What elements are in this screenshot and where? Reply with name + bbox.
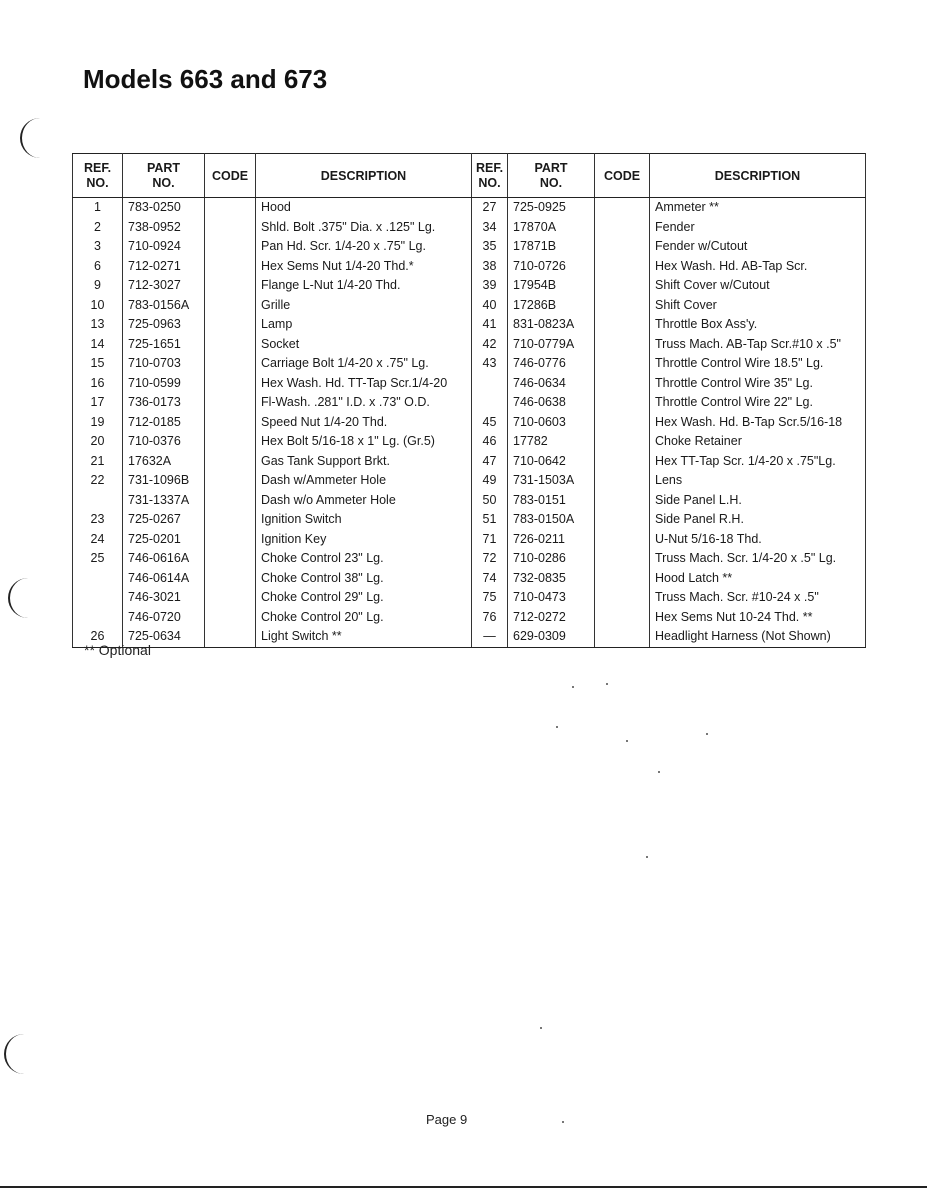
- description-cell: Fender: [650, 218, 866, 238]
- scan-speck: [626, 740, 628, 742]
- part-no-cell: 746-0616A: [123, 549, 205, 569]
- part-no-cell: 17870A: [508, 218, 595, 238]
- table-row: [73, 510, 866, 530]
- description-cell: Shld. Bolt .375" Dia. x .125" Lg.: [256, 218, 472, 238]
- description-cell: Lens: [650, 471, 866, 491]
- table-row: [73, 491, 866, 511]
- part-no-cell: 725-0963: [123, 315, 205, 335]
- header-code: CODE: [205, 154, 256, 198]
- ref-no-cell: 3: [73, 237, 123, 257]
- description-cell: Light Switch **: [256, 627, 472, 647]
- ref-no-cell: 75: [472, 588, 508, 608]
- binder-hole-mark: [4, 1034, 28, 1074]
- table-row: [73, 530, 866, 550]
- description-cell: Throttle Control Wire 18.5" Lg.: [650, 354, 866, 374]
- ref-no-cell: 71: [472, 530, 508, 550]
- code-cell: [205, 588, 256, 608]
- code-cell: [595, 413, 650, 433]
- part-no-cell: 731-1503A: [508, 471, 595, 491]
- part-no-cell: 732-0835: [508, 569, 595, 589]
- code-cell: [205, 198, 256, 218]
- table-row: [73, 315, 866, 335]
- ref-no-cell: 40: [472, 296, 508, 316]
- ref-no-cell: 14: [73, 335, 123, 355]
- binder-hole-mark: [20, 118, 44, 158]
- description-cell: Shift Cover w/Cutout: [650, 276, 866, 296]
- part-no-cell: 712-0272: [508, 608, 595, 628]
- description-cell: Hex Wash. Hd. TT-Tap Scr.1/4-20: [256, 374, 472, 394]
- part-no-cell: 712-3027: [123, 276, 205, 296]
- ref-no-cell: 47: [472, 452, 508, 472]
- scan-speck: [606, 683, 608, 685]
- part-no-cell: 710-0599: [123, 374, 205, 394]
- part-no-cell: 738-0952: [123, 218, 205, 238]
- code-cell: [595, 296, 650, 316]
- ref-no-cell: 23: [73, 510, 123, 530]
- code-cell: [205, 218, 256, 238]
- ref-no-cell: 50: [472, 491, 508, 511]
- code-cell: [595, 452, 650, 472]
- ref-no-cell: 25: [73, 549, 123, 569]
- ref-no-cell: 42: [472, 335, 508, 355]
- code-cell: [595, 198, 650, 218]
- ref-no-cell: 20: [73, 432, 123, 452]
- table-row: [73, 549, 866, 569]
- code-cell: [595, 276, 650, 296]
- ref-no-cell: 2: [73, 218, 123, 238]
- table-row: [73, 588, 866, 608]
- part-no-cell: 746-0634: [508, 374, 595, 394]
- part-no-cell: 725-0925: [508, 198, 595, 218]
- code-cell: [595, 569, 650, 589]
- part-no-cell: 17954B: [508, 276, 595, 296]
- code-cell: [595, 549, 650, 569]
- description-cell: Dash w/o Ammeter Hole: [256, 491, 472, 511]
- description-cell: Side Panel L.H.: [650, 491, 866, 511]
- table-row: [73, 276, 866, 296]
- code-cell: [595, 257, 650, 277]
- description-cell: Hex Sems Nut 10-24 Thd. **: [650, 608, 866, 628]
- code-cell: [205, 354, 256, 374]
- header-part-no: PART NO.: [123, 154, 205, 198]
- ref-no-cell: 27: [472, 198, 508, 218]
- code-cell: [205, 315, 256, 335]
- part-no-cell: 731-1337A: [123, 491, 205, 511]
- code-cell: [205, 608, 256, 628]
- ref-no-cell: 51: [472, 510, 508, 530]
- header-ref-no: REF. NO.: [73, 154, 123, 198]
- code-cell: [595, 315, 650, 335]
- ref-no-cell: 24: [73, 530, 123, 550]
- part-no-cell: 710-0473: [508, 588, 595, 608]
- code-cell: [595, 354, 650, 374]
- part-no-cell: 710-0376: [123, 432, 205, 452]
- header-description: DESCRIPTION: [256, 154, 472, 198]
- ref-no-cell: —: [472, 627, 508, 647]
- description-cell: Throttle Control Wire 22" Lg.: [650, 393, 866, 413]
- ref-no-cell: 76: [472, 608, 508, 628]
- ref-no-cell: 39: [472, 276, 508, 296]
- ref-no-cell: 46: [472, 432, 508, 452]
- ref-no-cell: 41: [472, 315, 508, 335]
- description-cell: Hood Latch **: [650, 569, 866, 589]
- code-cell: [205, 413, 256, 433]
- part-no-cell: 17782: [508, 432, 595, 452]
- table-row: [73, 198, 866, 218]
- part-no-cell: 731-1096B: [123, 471, 205, 491]
- part-no-cell: 710-0779A: [508, 335, 595, 355]
- description-cell: Choke Control 23" Lg.: [256, 549, 472, 569]
- code-cell: [205, 452, 256, 472]
- code-cell: [205, 276, 256, 296]
- code-cell: [205, 393, 256, 413]
- ref-no-cell: 49: [472, 471, 508, 491]
- description-cell: Hood: [256, 198, 472, 218]
- part-no-cell: 746-0720: [123, 608, 205, 628]
- table-row: [73, 296, 866, 316]
- code-cell: [205, 296, 256, 316]
- part-no-cell: 17632A: [123, 452, 205, 472]
- part-no-cell: 725-0267: [123, 510, 205, 530]
- description-cell: Ignition Key: [256, 530, 472, 550]
- part-no-cell: 746-3021: [123, 588, 205, 608]
- code-cell: [595, 218, 650, 238]
- description-cell: Side Panel R.H.: [650, 510, 866, 530]
- part-no-cell: 710-0703: [123, 354, 205, 374]
- code-cell: [595, 530, 650, 550]
- table-row: [73, 627, 866, 647]
- description-cell: Hex Wash. Hd. B-Tap Scr.5/16-18: [650, 413, 866, 433]
- scan-speck: [646, 856, 648, 858]
- description-cell: Choke Control 20" Lg.: [256, 608, 472, 628]
- ref-no-cell: 21: [73, 452, 123, 472]
- part-no-cell: 783-0156A: [123, 296, 205, 316]
- part-no-cell: 783-0151: [508, 491, 595, 511]
- code-cell: [595, 335, 650, 355]
- code-cell: [205, 530, 256, 550]
- part-no-cell: 783-0150A: [508, 510, 595, 530]
- part-no-cell: 726-0211: [508, 530, 595, 550]
- code-cell: [595, 237, 650, 257]
- code-cell: [595, 588, 650, 608]
- description-cell: Headlight Harness (Not Shown): [650, 627, 866, 647]
- description-cell: Grille: [256, 296, 472, 316]
- part-no-cell: 629-0309: [508, 627, 595, 647]
- description-cell: Shift Cover: [650, 296, 866, 316]
- header-code: CODE: [595, 154, 650, 198]
- bottom-rule: [0, 1186, 927, 1188]
- code-cell: [595, 374, 650, 394]
- table-header-row: [73, 154, 866, 198]
- description-cell: Truss Mach. AB-Tap Scr.#10 x .5": [650, 335, 866, 355]
- table-row: [73, 569, 866, 589]
- ref-no-cell: 72: [472, 549, 508, 569]
- description-cell: Truss Mach. Scr. 1/4-20 x .5" Lg.: [650, 549, 866, 569]
- ref-no-cell: 45: [472, 413, 508, 433]
- part-no-cell: 710-0642: [508, 452, 595, 472]
- ref-no-cell: [73, 491, 123, 511]
- table-row: [73, 471, 866, 491]
- ref-no-cell: 34: [472, 218, 508, 238]
- ref-no-cell: 26: [73, 627, 123, 647]
- header-part-no: PART NO.: [508, 154, 595, 198]
- code-cell: [595, 393, 650, 413]
- ref-no-cell: 43: [472, 354, 508, 374]
- ref-no-cell: 13: [73, 315, 123, 335]
- description-cell: Choke Retainer: [650, 432, 866, 452]
- part-no-cell: 17286B: [508, 296, 595, 316]
- ref-no-cell: [73, 588, 123, 608]
- table-row: [73, 393, 866, 413]
- description-cell: Speed Nut 1/4-20 Thd.: [256, 413, 472, 433]
- part-no-cell: 736-0173: [123, 393, 205, 413]
- ref-no-cell: 38: [472, 257, 508, 277]
- part-no-cell: 725-1651: [123, 335, 205, 355]
- code-cell: [595, 491, 650, 511]
- ref-no-cell: 6: [73, 257, 123, 277]
- description-cell: Choke Control 29" Lg.: [256, 588, 472, 608]
- table-row: [73, 413, 866, 433]
- part-no-cell: 783-0250: [123, 198, 205, 218]
- description-cell: Throttle Control Wire 35" Lg.: [650, 374, 866, 394]
- description-cell: Fl-Wash. .281" I.D. x .73" O.D.: [256, 393, 472, 413]
- description-cell: Hex TT-Tap Scr. 1/4-20 x .75"Lg.: [650, 452, 866, 472]
- description-cell: Hex Bolt 5/16-18 x 1" Lg. (Gr.5): [256, 432, 472, 452]
- part-no-cell: 725-0634: [123, 627, 205, 647]
- ref-no-cell: [472, 374, 508, 394]
- table-row: [73, 218, 866, 238]
- scan-speck: [658, 771, 660, 773]
- code-cell: [205, 257, 256, 277]
- code-cell: [205, 335, 256, 355]
- code-cell: [205, 627, 256, 647]
- table-row: [73, 432, 866, 452]
- description-cell: Choke Control 38" Lg.: [256, 569, 472, 589]
- description-cell: Ignition Switch: [256, 510, 472, 530]
- part-no-cell: 710-0603: [508, 413, 595, 433]
- description-cell: Hex Wash. Hd. AB-Tap Scr.: [650, 257, 866, 277]
- ref-no-cell: 1: [73, 198, 123, 218]
- description-cell: Pan Hd. Scr. 1/4-20 x .75" Lg.: [256, 237, 472, 257]
- description-cell: Socket: [256, 335, 472, 355]
- code-cell: [595, 471, 650, 491]
- ref-no-cell: 22: [73, 471, 123, 491]
- ref-no-cell: [73, 569, 123, 589]
- part-no-cell: 712-0271: [123, 257, 205, 277]
- table-row: [73, 335, 866, 355]
- code-cell: [595, 627, 650, 647]
- description-cell: Ammeter **: [650, 198, 866, 218]
- footnote-optional: ** Optional: [84, 642, 151, 658]
- description-cell: Lamp: [256, 315, 472, 335]
- code-cell: [595, 510, 650, 530]
- description-cell: Fender w/Cutout: [650, 237, 866, 257]
- part-no-cell: 17871B: [508, 237, 595, 257]
- table-row: [73, 374, 866, 394]
- code-cell: [205, 432, 256, 452]
- table-row: [73, 452, 866, 472]
- code-cell: [205, 549, 256, 569]
- ref-no-cell: 10: [73, 296, 123, 316]
- header-description: DESCRIPTION: [650, 154, 866, 198]
- scan-speck: [540, 1027, 542, 1029]
- page-title: Models 663 and 673: [83, 64, 328, 94]
- part-no-cell: 710-0924: [123, 237, 205, 257]
- part-no-cell: 746-0776: [508, 354, 595, 374]
- code-cell: [595, 432, 650, 452]
- description-cell: Flange L-Nut 1/4-20 Thd.: [256, 276, 472, 296]
- scan-speck: [562, 1121, 564, 1123]
- code-cell: [205, 510, 256, 530]
- scan-speck: [572, 686, 574, 688]
- ref-no-cell: 15: [73, 354, 123, 374]
- code-cell: [205, 471, 256, 491]
- part-no-cell: 746-0614A: [123, 569, 205, 589]
- binder-hole-mark: [8, 578, 32, 618]
- description-cell: Hex Sems Nut 1/4-20 Thd.*: [256, 257, 472, 277]
- page-number: Page 9: [426, 1112, 468, 1127]
- ref-no-cell: 9: [73, 276, 123, 296]
- scan-speck: [706, 733, 708, 735]
- part-no-cell: 746-0638: [508, 393, 595, 413]
- description-cell: Truss Mach. Scr. #10-24 x .5": [650, 588, 866, 608]
- description-cell: U-Nut 5/16-18 Thd.: [650, 530, 866, 550]
- parts-table-body: [73, 198, 866, 648]
- code-cell: [205, 491, 256, 511]
- description-cell: Dash w/Ammeter Hole: [256, 471, 472, 491]
- part-no-cell: 831-0823A: [508, 315, 595, 335]
- code-cell: [205, 374, 256, 394]
- description-cell: Throttle Box Ass'y.: [650, 315, 866, 335]
- code-cell: [595, 608, 650, 628]
- table-row: [73, 237, 866, 257]
- table-row: [73, 257, 866, 277]
- ref-no-cell: 74: [472, 569, 508, 589]
- ref-no-cell: [472, 393, 508, 413]
- header-ref-no: REF. NO.: [472, 154, 508, 198]
- code-cell: [205, 237, 256, 257]
- ref-no-cell: 35: [472, 237, 508, 257]
- table-row: [73, 354, 866, 374]
- ref-no-cell: 17: [73, 393, 123, 413]
- ref-no-cell: 19: [73, 413, 123, 433]
- table-row: [73, 608, 866, 628]
- part-no-cell: 712-0185: [123, 413, 205, 433]
- description-cell: Gas Tank Support Brkt.: [256, 452, 472, 472]
- code-cell: [205, 569, 256, 589]
- ref-no-cell: 16: [73, 374, 123, 394]
- part-no-cell: 710-0726: [508, 257, 595, 277]
- part-no-cell: 710-0286: [508, 549, 595, 569]
- parts-list-table: [72, 153, 866, 648]
- scan-speck: [556, 726, 558, 728]
- ref-no-cell: [73, 608, 123, 628]
- part-no-cell: 725-0201: [123, 530, 205, 550]
- description-cell: Carriage Bolt 1/4-20 x .75" Lg.: [256, 354, 472, 374]
